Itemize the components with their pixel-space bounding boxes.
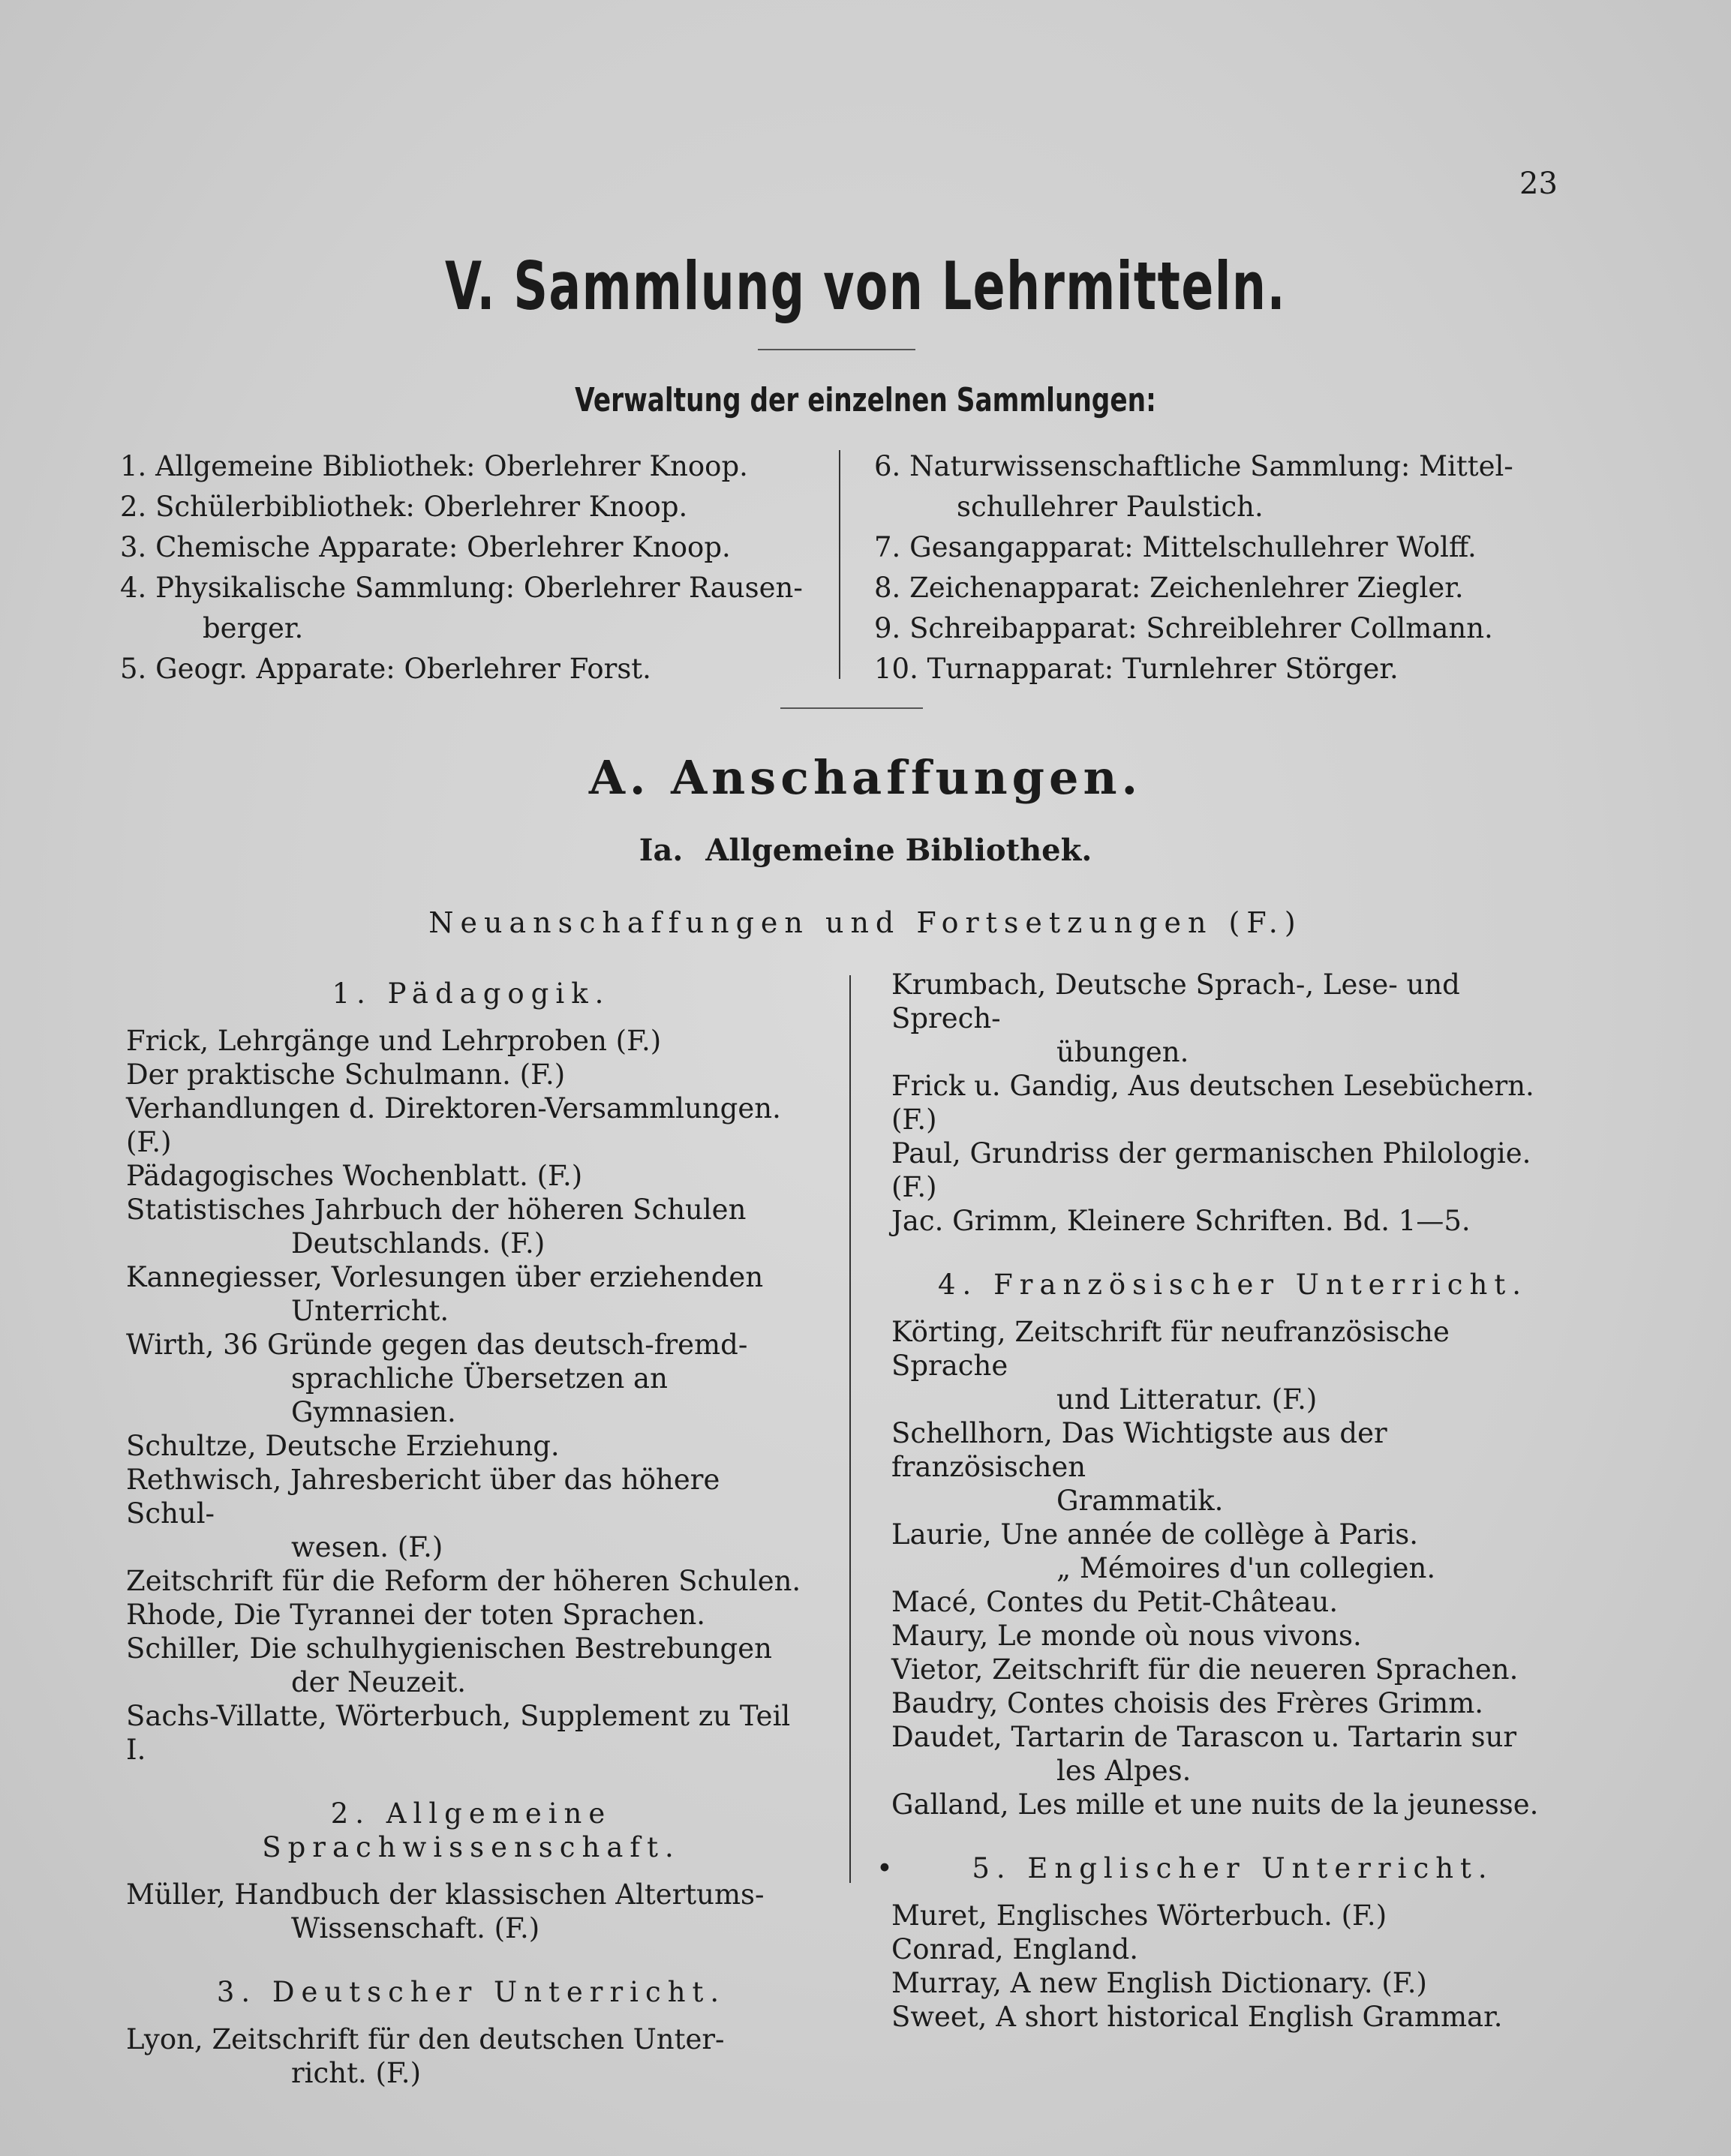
list-item: Murray, A new English Dictionary. (F.) <box>891 1967 1427 1999</box>
list-englischer-unterricht <box>891 1899 1574 2034</box>
right-column <box>876 968 1574 2034</box>
chapter-title: V. Sammlung von Lehrmitteln. <box>445 248 1286 325</box>
list-item-continuation: Deutschlands. (F.) <box>291 1227 545 1260</box>
heading-englischer-unterricht <box>876 1851 1574 1885</box>
list-item: Maury, Le monde où nous vivons. <box>891 1620 1362 1652</box>
list-item: Vietor, Zeitschrift für die neueren Sprachen. <box>891 1653 1519 1686</box>
collection-entry: 9. Schreibapparat: Schreiblehrer Collmann. <box>874 612 1493 644</box>
list-item-continuation: les Alpes. <box>1056 1755 1192 1787</box>
list-item-continuation: sprachliche Übersetzen an Gymnasien. <box>291 1362 668 1428</box>
list-item: Sweet, A short historical English Grammar. <box>891 2001 1503 2033</box>
list-item-continuation: übungen. <box>1056 1036 1189 1068</box>
collection-entry: 1. Allgemeine Bibliothek: Oberlehrer Knoop. <box>120 450 748 482</box>
section-1a-number: Ia. <box>639 833 684 868</box>
list-item-continuation: wesen. (F.) <box>291 1531 443 1563</box>
list-item: Verhandlungen d. Direktoren-Versammlungen.(F.) <box>126 1092 781 1158</box>
collections-list-left <box>120 446 810 689</box>
left-column <box>126 968 816 2090</box>
list-item-continuation: richt. (F.) <box>291 2057 422 2089</box>
collection-entry: 2. Schülerbibliothek: Oberlehrer Knoop. <box>120 491 688 523</box>
collection-entry: 3. Chemische Apparate: Oberlehrer Knoop. <box>120 531 731 563</box>
list-item: Schultze, Deutsche Erziehung. <box>126 1430 560 1462</box>
list-item: Paul, Grundriss der germanischen Philologie. (F.) <box>891 1137 1531 1203</box>
list-franzoesischer-unterricht <box>891 1315 1574 1821</box>
list-item: Macé, Contes du Petit-Château. <box>891 1586 1339 1618</box>
collections-list-right <box>874 446 1549 689</box>
heading-paedagogik: 1. Pädagogik. <box>332 977 611 1010</box>
collection-entry: 6. Naturwissenschaftliche Sammlung: Mittel- <box>874 450 1513 482</box>
collection-entry: 5. Geogr. Apparate: Oberlehrer Forst. <box>120 653 651 685</box>
collection-entry: schullehrer Paulstich. <box>957 491 1264 523</box>
list-item-continuation: der Neuzeit. <box>291 1666 466 1698</box>
collections-divider <box>839 450 840 679</box>
list-item: Krumbach, Deutsche Sprach-, Lese- und Sprech- <box>891 968 1460 1034</box>
list-item: Jac. Grimm, Kleinere Schriften. Bd. 1—5. <box>891 1205 1471 1237</box>
acquisitions-subheading: Neuanschaffungen und Fortsetzungen (F.) <box>428 906 1303 939</box>
list-item: Laurie, Une année de collège à Paris. <box>891 1518 1418 1551</box>
heading-sprachwissenschaft: 2. Allgemeine Sprachwissenschaft. <box>262 1797 681 1863</box>
list-item: Zeitschrift für die Reform der höheren Schulen. <box>126 1565 801 1597</box>
list-item: Rhode, Die Tyrannei der toten Sprachen. <box>126 1599 706 1631</box>
section-1a-heading <box>0 833 1731 868</box>
bullet-mark: • <box>876 1852 900 1884</box>
list-item: Rethwisch, Jahresbericht über das höhere Schul- <box>126 1464 720 1530</box>
list-item-continuation: „ Mémoires d'un collegien. <box>1056 1552 1436 1584</box>
title-rule <box>758 349 915 350</box>
list-item-continuation: Wissenschaft. (F.) <box>291 1912 540 1944</box>
list-item: Lyon, Zeitschrift für den deutschen Unter- <box>126 2023 725 2055</box>
list-paedagogik <box>126 1024 816 1767</box>
section-rule <box>780 707 923 709</box>
list-item: Frick, Lehrgänge und Lehrproben (F.) <box>126 1025 662 1057</box>
list-deutscher-unterricht-cont <box>891 968 1574 1238</box>
list-sprachwissenschaft <box>126 1878 816 1945</box>
heading-englischer-label: 5. Englischer Unterricht. <box>972 1852 1494 1884</box>
list-item: Wirth, 36 Gründe gegen das deutsch-fremd- <box>126 1329 748 1361</box>
list-item: Körting, Zeitschrift für neufranzösische Sprache <box>891 1316 1450 1382</box>
collection-entry: berger. <box>203 612 304 644</box>
list-item: Muret, Englisches Wörterbuch. (F.) <box>891 1899 1387 1932</box>
list-item: Galland, Les mille et une nuits de la jeunesse. <box>891 1788 1539 1821</box>
list-item: Daudet, Tartarin de Tarascon u. Tartarin sur <box>891 1721 1517 1753</box>
collection-entry: 4. Physikalische Sammlung: Oberlehrer Rausen- <box>120 572 803 604</box>
administration-heading: Verwaltung der einzelnen Sammlungen: <box>575 381 1156 419</box>
list-item: Conrad, England. <box>891 1933 1139 1965</box>
collection-entry: 10. Turnapparat: Turnlehrer Störger. <box>874 653 1399 685</box>
page-number: 23 <box>1519 167 1558 201</box>
section-1a-title: Allgemeine Bibliothek. <box>705 833 1092 868</box>
heading-deutscher-unterricht: 3. Deutscher Unterricht. <box>216 1976 726 2008</box>
collection-entry: 7. Gesangapparat: Mittelschullehrer Wolff. <box>874 531 1477 563</box>
list-item: Pädagogisches Wochenblatt. (F.) <box>126 1160 583 1192</box>
column-divider <box>849 975 851 1883</box>
section-a-heading: A. Anschaffungen. <box>588 750 1143 805</box>
list-item: Baudry, Contes choisis des Frères Grimm. <box>891 1687 1484 1719</box>
collection-entry: 8. Zeichenapparat: Zeichenlehrer Ziegler. <box>874 572 1464 604</box>
list-item: Der praktische Schulmann. (F.) <box>126 1058 566 1091</box>
list-item-continuation: Unterricht. <box>291 1295 449 1327</box>
list-item-continuation: und Litteratur. (F.) <box>1056 1383 1318 1416</box>
list-item: Schellhorn, Das Wichtigste aus der französischen <box>891 1417 1387 1483</box>
list-item: Kannegiesser, Vorlesungen über erziehenden <box>126 1261 764 1293</box>
list-deutscher-unterricht <box>126 2022 816 2090</box>
list-item: Sachs-Villatte, Wörterbuch, Supplement zu Teil I. <box>126 1700 791 1766</box>
list-item-continuation: Grammatik. <box>1056 1485 1224 1517</box>
list-item: Schiller, Die schulhygienischen Bestrebungen <box>126 1632 772 1665</box>
list-item: Frick u. Gandig, Aus deutschen Lesebüchern. (F.) <box>891 1070 1534 1136</box>
heading-franzoesischer-unterricht: 4. Französischer Unterricht. <box>938 1269 1528 1301</box>
list-item: Statistisches Jahrbuch der höheren Schulen <box>126 1194 747 1226</box>
list-item: Müller, Handbuch der klassischen Altertums- <box>126 1878 765 1911</box>
